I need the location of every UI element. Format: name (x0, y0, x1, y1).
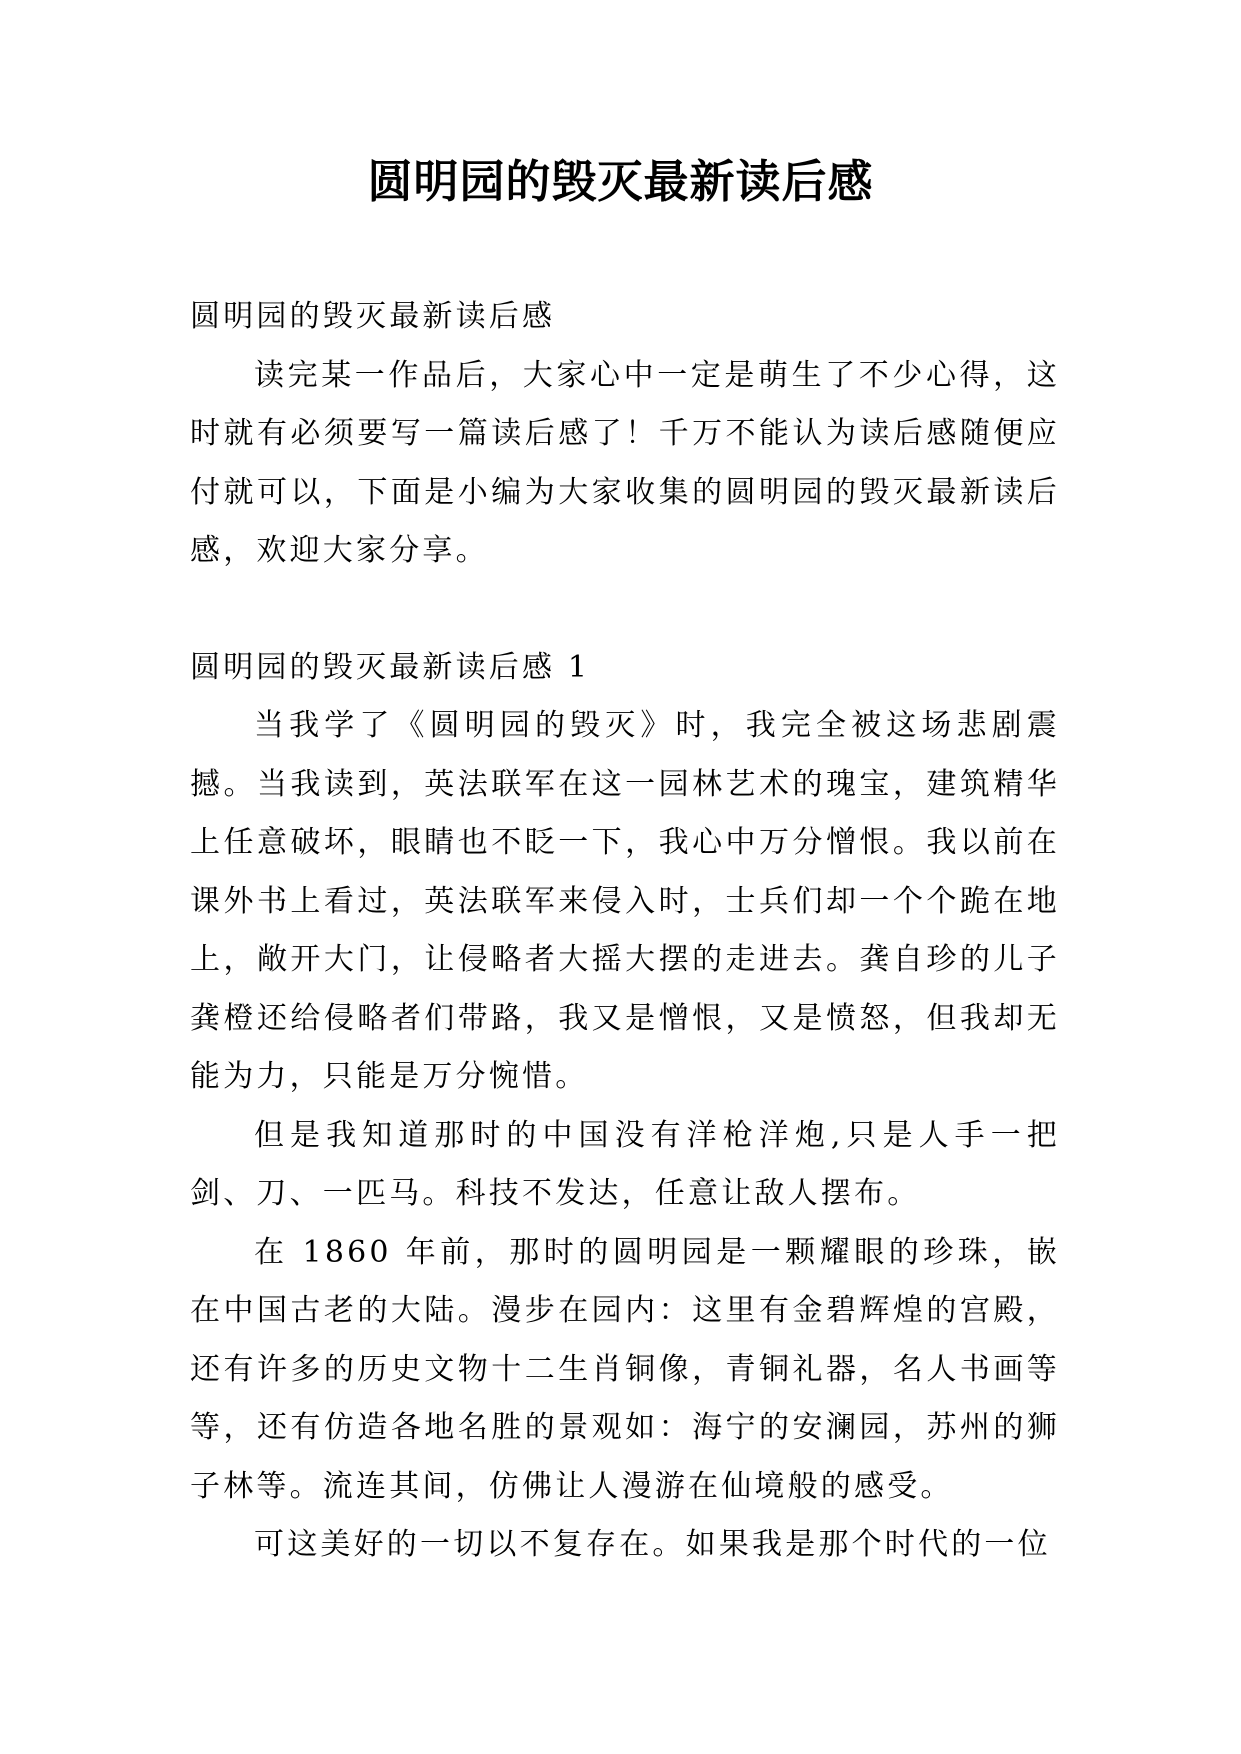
body-paragraph: 当我学了《圆明园的毁灭》时，我完全被这场悲剧震撼。当我读到，英法联军在这一园林艺术的瑰宝，建筑精华上任意破坏，眼睛也不眨一下，我心中万分憎恨。我以前在课外书上看过，英法联军来侵入时，士兵们却一个个跪在地上，敞开大门，让侵略者大摇大摆的走进去。龚自珍的儿子龚橙还给侵略者们带路，我又是憎恨，又是愤怒，但我却无能为力，只能是万分惋惜。 (190, 708, 1060, 1094)
intro-paragraph: 读完某一作品后，大家心中一定是萌生了不少心得，这时就有必须要写一篇读后感了！千万不能认为读后感随便应付就可以，下面是小编为大家收集的圆明园的毁灭最新读后感，欢迎大家分享。 (190, 357, 1060, 568)
document-body (190, 288, 1060, 1575)
body-paragraph: 在 1860 年前，那时的圆明园是一颗耀眼的珍珠，嵌在中国古老的大陆。漫步在园内：这里有金碧辉煌的宫殿，还有许多的历史文物十二生肖铜像，青铜礼器，名人书画等等，还有仿造各地名胜的景观如：海宁的安澜园，苏州的狮子林等。流连其间，仿佛让人漫游在仙境般的感受。 (190, 1234, 1060, 1504)
body-paragraph: 可这美好的一切以不复存在。如果我是那个时代的一位 (254, 1527, 1051, 1562)
document-title: 圆明园的毁灭最新读后感 (367, 155, 874, 208)
document-subtitle: 圆明园的毁灭最新读后感 (190, 299, 556, 334)
section-spacer (190, 581, 1060, 639)
section-heading: 圆明园的毁灭最新读后感 1 (190, 649, 591, 685)
body-paragraph: 但是我知道那时的中国没有洋枪洋炮,只是人手一把剑、刀、一匹马。科技不发达，任意让敌人摆布。 (190, 1117, 1060, 1211)
